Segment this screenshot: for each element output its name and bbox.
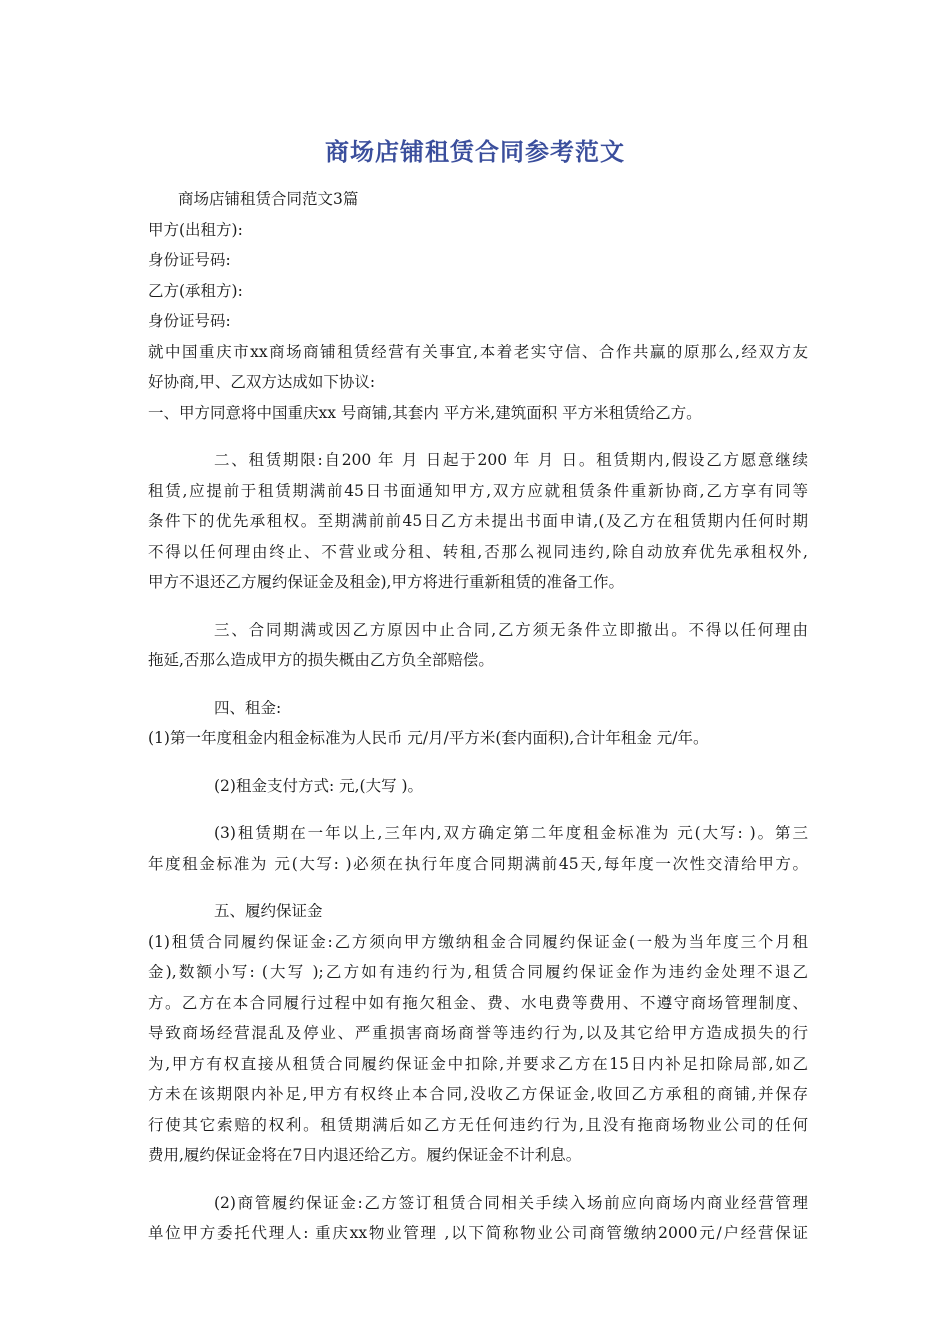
paragraph-line: 方。乙方在本合同履行过程中如有拖欠租金、费、水电费等费用、不遵守商场管理制度、 [148, 993, 808, 1012]
paragraph-line: 甲方不退还乙方履约保证金及租金),甲方将进行重新租赁的准备工作。 [148, 573, 624, 591]
paragraph-line: 金),数额小写: (大写 );乙方如有违约行为,租赁合同履约保证金作为违约金处理不退乙 [148, 963, 808, 981]
paragraph-line: 好协商,甲、乙双方达成如下协议: [148, 373, 376, 391]
document-title: 商场店铺租赁合同参考范文 [325, 138, 625, 166]
paragraph-gap [148, 428, 808, 445]
paragraph-line: 五、履约保证金 [214, 902, 323, 920]
document-body [148, 184, 808, 1249]
paragraph-line: 单位甲方委托代理人: 重庆xx物业管理 ,以下简称物业公司商管缴纳2000元/户经营保证 [148, 1224, 808, 1242]
paragraph-line: 方未在该期限内补足,甲方有权终止本合同,没收乙方保证金,收回乙方承租的商铺,并保存 [148, 1085, 808, 1103]
paragraph-line: 租赁,应提前于租赁期满前45日书面通知甲方,双方应就租赁条件重新协商,乙方享有同等 [148, 481, 808, 500]
paragraph-line: 不得以任何理由终止、不营业或分租、转租,否那么视同违约,除自动放弃优先承租权外, [148, 542, 808, 561]
paragraph-line: 一、甲方同意将中国重庆xx 号商铺,其套内 平方米,建筑面积 平方米租赁给乙方。 [148, 403, 702, 422]
paragraph-gap [148, 801, 808, 818]
paragraph-line: 条件下的优先承租权。至期满前前45日乙方未提出书面申请,(及乙方在租赁期内任何时期 [148, 512, 808, 530]
paragraph-line: 年度租金标准为 元(大写: )必须在执行年度合同期满前45天,每年度一次性交清给甲方。 [148, 854, 808, 873]
paragraph-line: (2)租金支付方式: 元,(大写 )。 [214, 776, 424, 795]
paragraph-line: 甲方(出租方): [148, 220, 243, 239]
paragraph-line: (1)第一年度租金内租金标准为人民币 元/月/平方米(套内面积),合计年租金 元/年。 [148, 729, 709, 747]
paragraph-line: 行使其它索赔的权利。租赁期满后如乙方无任何违约行为,且没有拖商场物业公司的任何 [148, 1115, 808, 1134]
paragraph-line: 二、租赁期限:自200 年 月 日起于200 年 月 日。租赁期内,假设乙方愿意继续 [214, 451, 808, 469]
paragraph-line: 乙方(承租方): [148, 281, 243, 300]
paragraph-line: 身份证号码: [148, 251, 231, 269]
paragraph-line: 三、合同期满或因乙方原因中止合同,乙方须无条件立即撤出。不得以任何理由 [214, 620, 808, 639]
paragraph-line: (1)租赁合同履约保证金:乙方须向甲方缴纳租金合同履约保证金(一般为当年度三个月租 [148, 932, 808, 951]
paragraph-line: 商场店铺租赁合同范文3篇 [178, 190, 359, 208]
paragraph-gap [148, 1171, 808, 1188]
paragraph-line: 就中国重庆市xx商场商铺租赁经营有关事宜,本着老实守信、合作共赢的原那么,经双方友 [148, 342, 808, 361]
paragraph-line: 身份证号码: [148, 312, 231, 330]
paragraph-line: (2)商管履约保证金:乙方签订租赁合同相关手续入场前应向商场内商业经营管理 [214, 1193, 808, 1212]
paragraph-gap [148, 754, 808, 771]
paragraph-line: 拖延,否那么造成甲方的损失概由乙方负全部赔偿。 [148, 651, 494, 669]
paragraph-line: 费用,履约保证金将在7日内退还给乙方。履约保证金不计利息。 [148, 1146, 582, 1164]
paragraph-gap [148, 879, 808, 896]
paragraph-line: 导致商场经营混乱及停业、严重损害商场商誉等违约行为,以及其它给甲方造成损失的行 [148, 1024, 808, 1042]
paragraph-line: 为,甲方有权直接从租赁合同履约保证金中扣除,并要求乙方在15日内补足扣除局部,如乙 [148, 1054, 808, 1073]
paragraph-line: 四、租金: [214, 698, 282, 717]
paragraph-gap [148, 676, 808, 693]
paragraph-gap [148, 598, 808, 615]
paragraph-line: (3)租赁期在一年以上,三年内,双方确定第二年度租金标准为 元(大写: )。第三 [214, 824, 808, 842]
